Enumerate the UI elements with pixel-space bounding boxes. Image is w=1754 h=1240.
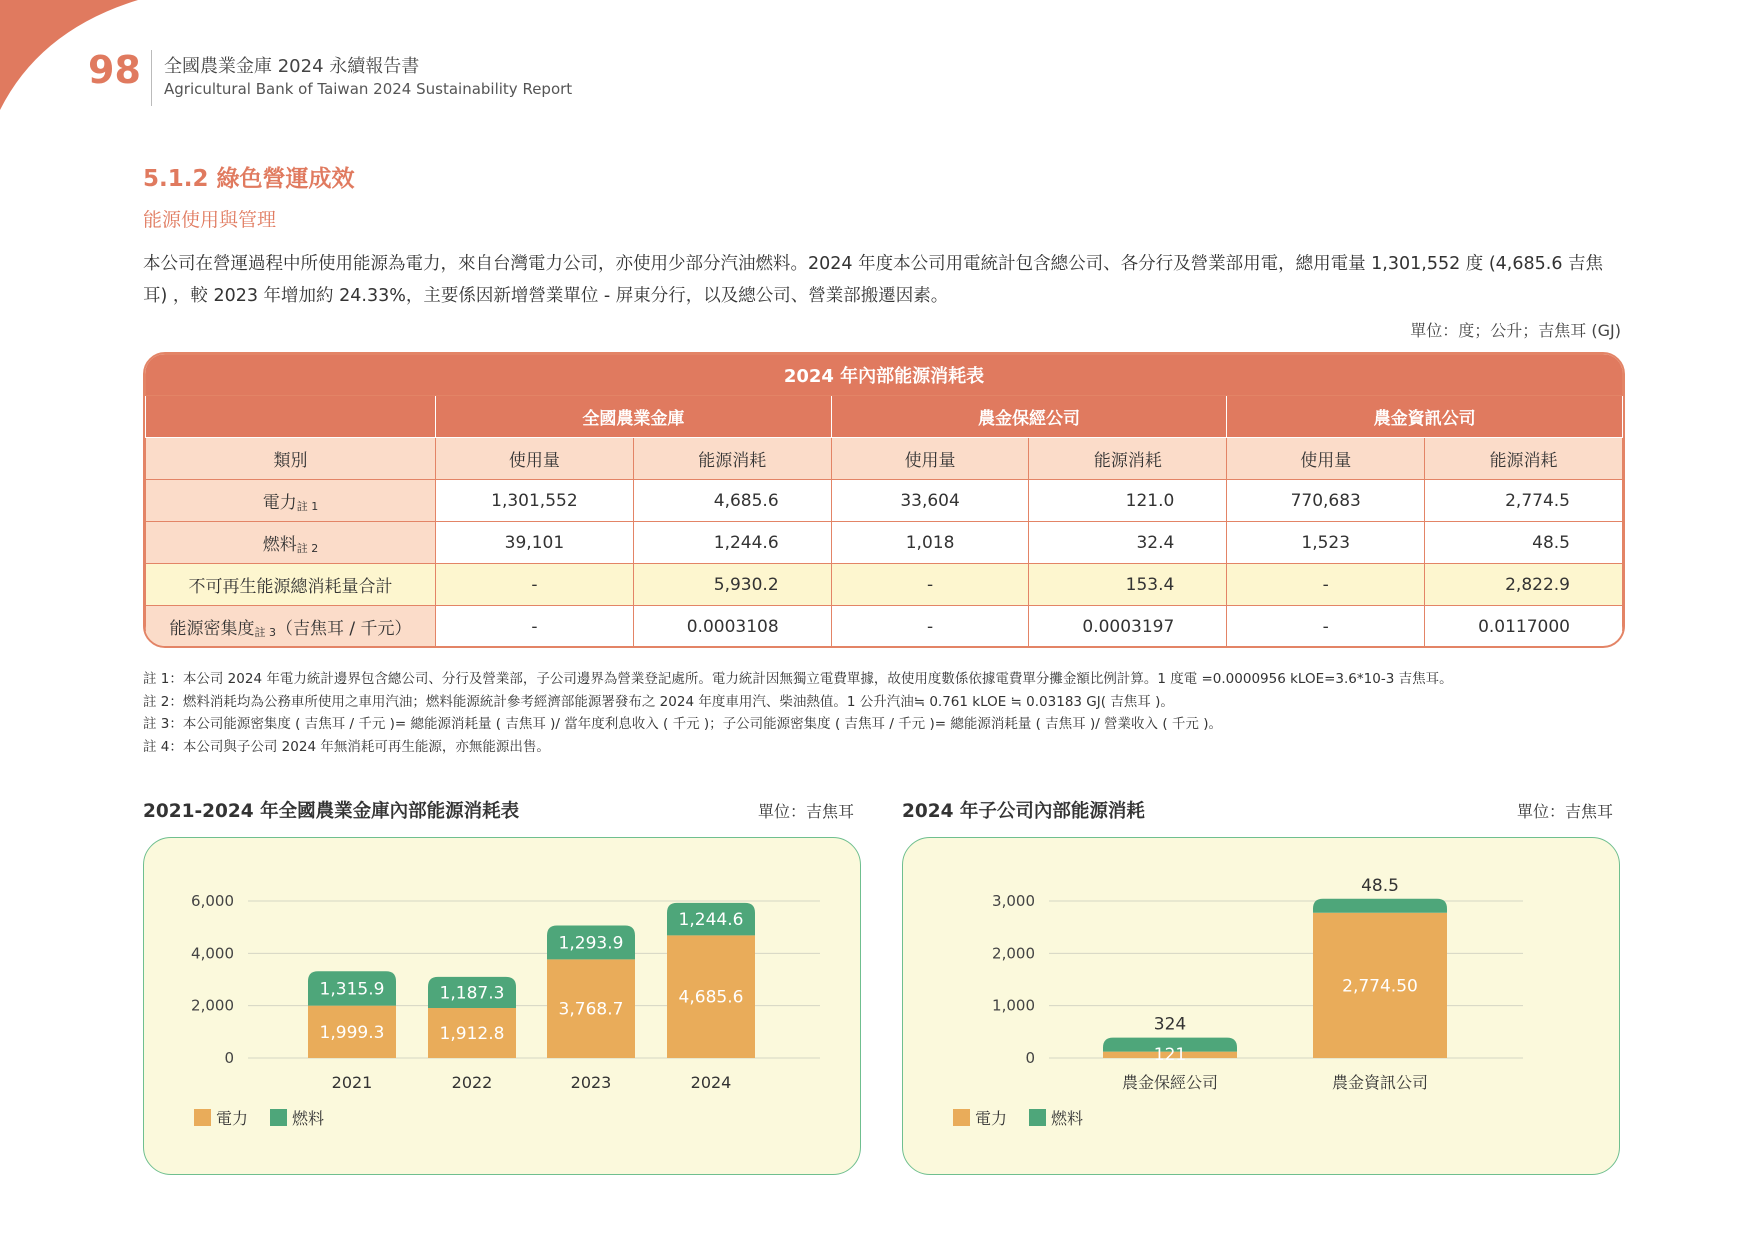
table-cell: 4,685.6 [633,480,831,522]
x-tick-label: 2023 [570,1073,612,1092]
data-label-electricity: 3,768.7 [558,999,624,1020]
table-cell: - [831,564,1029,606]
y-tick-label: 1,000 [992,996,1035,1015]
table-cell: 1,018 [831,522,1029,564]
table-caption: 2024 年內部能源消耗表 [146,355,1623,396]
footnote: 註 4：本公司與子公司 2024 年無消耗可再生能源，亦無能源出售。 [143,738,550,755]
table-cell: 39,101 [436,522,634,564]
legend-label-fuel: 燃料 [1051,1109,1084,1128]
y-tick-label: 6,000 [191,892,234,910]
table-cell: 1,244.6 [633,522,831,564]
table-row [146,522,1623,564]
bar-fuel [1313,899,1447,913]
x-tick-label: 農金資訊公司 [1331,1073,1429,1092]
row-label: 電力$_{註 1}$ [146,480,436,522]
table-row-total [146,564,1623,606]
category-header: 類別 [146,438,436,480]
footnote: 註 2：燃料消耗均為公務車所使用之車用汽油；燃料能源統計參考經濟部能源署發布之 2024 年度車用汽、柴油熱值。1 公升汽油≒ 0.761 kLOE ≒ 0.03183 GJ( 吉焦耳 )。 [143,693,1174,710]
y-tick-label: 2,000 [191,996,234,1015]
header-divider [151,50,152,106]
section-paragraph: 本公司在營運過程中所使用能源為電力，來自台灣電力公司，亦使用少部分汽油燃料。2024 年度本公司用電統計包含總公司、各分行及營業部用電，總用電量 1,301,552 度 (4,685.6 吉焦耳) ，較 2023 年增加約 24.33%，主要係因新增營業單位 - 屏東分行，以及總公司、營業部搬遷因素。 [143,254,1604,306]
data-label-fuel: 1,187.3 [439,983,505,1004]
row-label: 燃料$_{註 2}$ [146,522,436,564]
table-cell: 0.0003108 [633,606,831,648]
report-title-zh: 全國農業金庫 2024 永續報告書 [164,56,420,77]
page-number: 98 [88,48,141,92]
footnote: 註 3：本公司能源密集度 ( 吉焦耳 / 千元 )= 總能源消耗量 ( 吉焦耳 )/ 當年度利息收入 ( 千元 )；子公司能源密集度 ( 吉焦耳 / 千元 )= 總能源消耗量 ( 吉焦耳 )/ 營業收入 ( 千元 )。 [143,716,1222,732]
table-cell: 5,930.2 [633,564,831,606]
chart1-unit: 單位：吉焦耳 [758,802,855,821]
section-subtitle: 能源使用與管理 [143,209,277,231]
row-label: 不可再生能源總消耗量合計 [146,564,436,606]
data-label-fuel: 48.5 [1361,875,1399,896]
data-label-electricity: 4,685.6 [678,987,744,1008]
x-tick-label: 2024 [690,1073,732,1092]
footnote: 註 1：本公司 2024 年電力統計邊界包含總公司、分行及營業部，子公司邊界為營業登記處所。電力統計因無獨立電費單據，故使用度數係依據電費單分攤金額比例計算。1 度電 =0.0000956 kLOE=3.6*10-3 吉焦耳。 [143,671,1453,687]
table-cell: - [1227,564,1425,606]
table-cell: - [831,606,1029,648]
legend-swatch-electricity [953,1109,970,1126]
report-title-en: Agricultural Bank of Taiwan 2024 Sustainability Report [164,80,573,98]
table-cell: - [436,606,634,648]
table-cell: 2,822.9 [1425,564,1623,606]
note-ref: 註 2 [296,541,319,555]
energy-consumption-table [143,352,1625,648]
legend-label-electricity: 電力 [216,1109,249,1128]
chart2-unit: 單位：吉焦耳 [1517,802,1614,821]
x-tick-label: 2022 [451,1073,493,1092]
data-label-electricity: 1,912.8 [439,1023,505,1044]
section-title: 5.1.2 綠色營運成效 [143,166,355,192]
legend-swatch-fuel [270,1109,287,1126]
table-cell: - [1227,606,1425,648]
row-label: 能源密集度$_{註 3}$（吉焦耳 / 千元） [146,606,436,648]
energy-header: 能源消耗 [633,438,831,480]
table-cell: 1,523 [1227,522,1425,564]
footnotes [143,668,1453,758]
y-tick-label: 3,000 [992,892,1035,910]
usage-header: 使用量 [436,438,634,480]
table-cell: 0.0117000 [1425,606,1623,648]
chart2-svg [903,838,1619,1174]
x-tick-label: 農金保經公司 [1121,1073,1219,1092]
usage-header: 使用量 [831,438,1029,480]
chart1-title: 2021-2024 年全國農業金庫內部能源消耗表 [143,801,520,822]
table-cell: 121.0 [1029,480,1227,522]
y-tick-label: 0 [1025,1049,1035,1067]
table-cell: 32.4 [1029,522,1227,564]
table-cell: 0.0003197 [1029,606,1227,648]
data-label-electricity: 1,999.3 [319,1022,385,1043]
chart2-title: 2024 年子公司內部能源消耗 [902,801,1145,822]
data-label-electricity: 121 [1153,1045,1187,1065]
x-tick-label: 2021 [331,1073,373,1092]
note-ref: 註 3 [254,625,276,639]
legend-swatch-fuel [1029,1109,1046,1126]
energy-header: 能源消耗 [1029,438,1227,480]
data-label-fuel: 1,293.9 [558,933,624,954]
chart1-panel [143,837,861,1175]
table-unit: 單位：度；公升；吉焦耳 (GJ) [1410,321,1621,340]
table-cell: 770,683 [1227,480,1425,522]
usage-header: 使用量 [1227,438,1425,480]
table-cell: 1,301,552 [436,480,634,522]
table-row [146,480,1623,522]
data-label-fuel: 324 [1153,1014,1187,1035]
legend-label-electricity: 電力 [975,1109,1008,1128]
org-header-insurance: 農金保經公司 [831,396,1227,438]
energy-header: 能源消耗 [1425,438,1623,480]
table-row [146,606,1623,648]
data-label-fuel: 1,315.9 [319,979,385,1000]
org-header-abt: 全國農業金庫 [436,396,832,438]
y-tick-label: 2,000 [992,944,1035,963]
org-header-empty [146,396,436,438]
table-cell: - [436,564,634,606]
data-label-fuel: 1,244.6 [678,910,744,931]
table-cell: 153.4 [1029,564,1227,606]
table-cell: 2,774.5 [1425,480,1623,522]
data-label-electricity: 2,774.50 [1342,976,1418,997]
org-header-it: 農金資訊公司 [1227,396,1623,438]
chart2-panel [902,837,1620,1175]
y-tick-label: 4,000 [191,944,234,963]
table-cell: 33,604 [831,480,1029,522]
table-cell: 48.5 [1425,522,1623,564]
note-ref: 註 1 [296,499,319,513]
y-tick-label: 0 [224,1049,234,1067]
legend-label-fuel: 燃料 [292,1109,325,1128]
legend-swatch-electricity [194,1109,211,1126]
chart1-svg [144,838,860,1174]
